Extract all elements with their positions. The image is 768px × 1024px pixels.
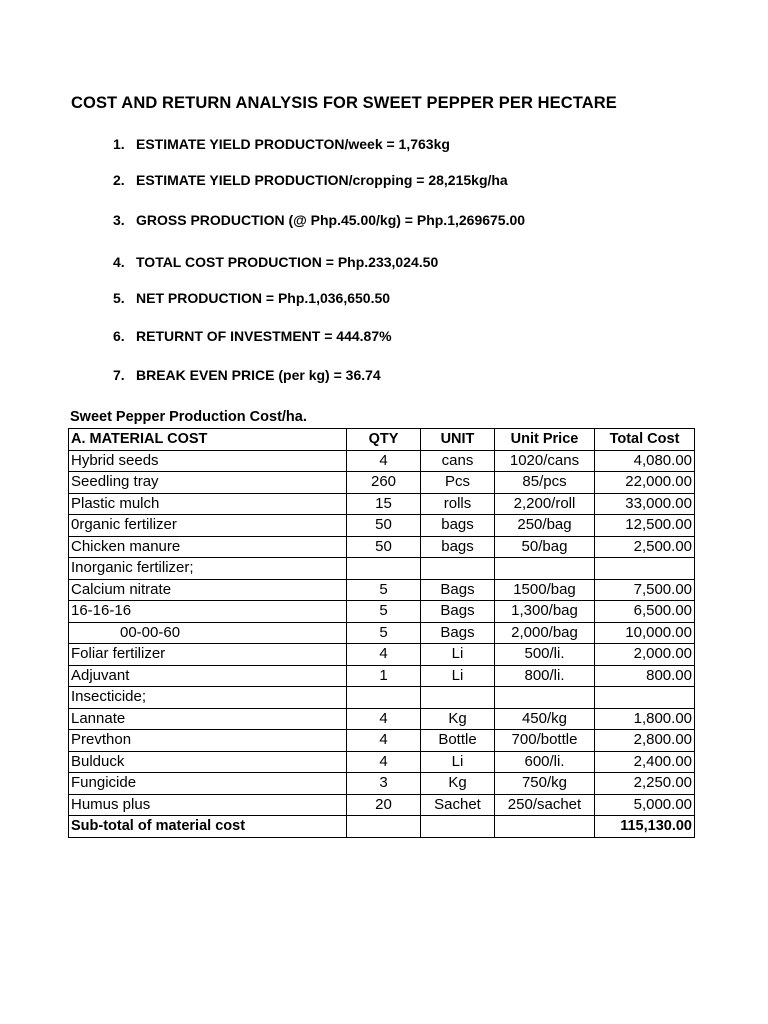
total-cost-cell: 5,000.00 bbox=[595, 794, 695, 816]
table-row bbox=[69, 730, 695, 752]
unit-cell: Li bbox=[421, 644, 495, 666]
unit-price-cell: 600/li. bbox=[495, 751, 595, 773]
total-cost-cell: 2,000.00 bbox=[595, 644, 695, 666]
unit-price-cell: 1,300/bag bbox=[495, 601, 595, 623]
unit-price-cell: 500/li. bbox=[495, 644, 595, 666]
total-cost-cell: 22,000.00 bbox=[595, 472, 695, 494]
category-cell: Insecticide; bbox=[69, 687, 347, 709]
qty-cell: 4 bbox=[347, 730, 421, 752]
summary-item bbox=[113, 328, 392, 344]
item-cell: Plastic mulch bbox=[69, 493, 347, 515]
item-cell: Chicken manure bbox=[69, 536, 347, 558]
item-cell: Adjuvant bbox=[69, 665, 347, 687]
item-cell: Seedling tray bbox=[69, 472, 347, 494]
unit-price-cell: 700/bottle bbox=[495, 730, 595, 752]
unit-price-cell: 85/pcs bbox=[495, 472, 595, 494]
item-cell: Prevthon bbox=[69, 730, 347, 752]
summary-item bbox=[113, 290, 390, 306]
table-header-row bbox=[69, 429, 695, 451]
unit-price-cell: 250/bag bbox=[495, 515, 595, 537]
item-text: NET PRODUCTION = Php.1,036,650.50 bbox=[136, 290, 391, 306]
unit-price-cell: 750/kg bbox=[495, 773, 595, 795]
subtotal-label: Sub-total of material cost bbox=[69, 816, 347, 838]
item-text: TOTAL COST PRODUCTION = Php.233,024.50 bbox=[136, 254, 439, 270]
item-number: 7. bbox=[113, 367, 125, 383]
item-number: 1. bbox=[113, 136, 125, 152]
summary-item bbox=[113, 212, 525, 228]
total-cost-cell: 800.00 bbox=[595, 665, 695, 687]
unit-cell: rolls bbox=[421, 493, 495, 515]
item-cell: Humus plus bbox=[69, 794, 347, 816]
unit-cell: Bags bbox=[421, 579, 495, 601]
qty-cell: 5 bbox=[347, 579, 421, 601]
qty-cell: 3 bbox=[347, 773, 421, 795]
column-header: Total Cost bbox=[595, 429, 695, 451]
item-cell: Hybrid seeds bbox=[69, 450, 347, 472]
column-header: QTY bbox=[347, 429, 421, 451]
table-row bbox=[69, 472, 695, 494]
summary-item bbox=[113, 367, 381, 383]
total-cost-cell bbox=[595, 687, 695, 709]
table-row bbox=[69, 450, 695, 472]
item-cell: Lannate bbox=[69, 708, 347, 730]
unit-cell: Sachet bbox=[421, 794, 495, 816]
total-cost-cell: 1,800.00 bbox=[595, 708, 695, 730]
item-text: BREAK EVEN PRICE (per kg) = 36.74 bbox=[136, 367, 381, 383]
column-header: UNIT bbox=[421, 429, 495, 451]
unit-cell: bags bbox=[421, 536, 495, 558]
item-cell: 16-16-16 bbox=[69, 601, 347, 623]
total-cost-cell: 4,080.00 bbox=[595, 450, 695, 472]
subtotal-row bbox=[69, 816, 695, 838]
table-row bbox=[69, 644, 695, 666]
unit-price-cell: 2,000/bag bbox=[495, 622, 595, 644]
total-cost-cell: 2,500.00 bbox=[595, 536, 695, 558]
total-cost-cell bbox=[595, 558, 695, 580]
item-cell: 00-00-60 bbox=[69, 622, 347, 644]
total-cost-cell: 10,000.00 bbox=[595, 622, 695, 644]
empty-cell bbox=[347, 816, 421, 838]
item-number: 2. bbox=[113, 172, 125, 188]
item-number: 3. bbox=[113, 212, 125, 228]
table-row bbox=[69, 751, 695, 773]
table-row bbox=[69, 515, 695, 537]
unit-cell bbox=[421, 687, 495, 709]
qty-cell: 5 bbox=[347, 622, 421, 644]
table-row bbox=[69, 579, 695, 601]
unit-cell: Bottle bbox=[421, 730, 495, 752]
item-cell: Calcium nitrate bbox=[69, 579, 347, 601]
total-cost-cell: 33,000.00 bbox=[595, 493, 695, 515]
material-cost-table bbox=[68, 428, 695, 838]
item-number: 5. bbox=[113, 290, 125, 306]
qty-cell: 4 bbox=[347, 708, 421, 730]
qty-cell: 4 bbox=[347, 644, 421, 666]
empty-cell bbox=[421, 816, 495, 838]
total-cost-cell: 2,800.00 bbox=[595, 730, 695, 752]
unit-cell bbox=[421, 558, 495, 580]
unit-cell: Pcs bbox=[421, 472, 495, 494]
item-cell: Bulduck bbox=[69, 751, 347, 773]
qty-cell bbox=[347, 687, 421, 709]
unit-price-cell bbox=[495, 687, 595, 709]
unit-cell: cans bbox=[421, 450, 495, 472]
qty-cell: 260 bbox=[347, 472, 421, 494]
total-cost-cell: 2,400.00 bbox=[595, 751, 695, 773]
qty-cell: 1 bbox=[347, 665, 421, 687]
qty-cell: 50 bbox=[347, 515, 421, 537]
unit-price-cell: 800/li. bbox=[495, 665, 595, 687]
unit-cell: Kg bbox=[421, 708, 495, 730]
unit-price-cell: 1500/bag bbox=[495, 579, 595, 601]
table-row bbox=[69, 493, 695, 515]
qty-cell: 4 bbox=[347, 450, 421, 472]
table-row bbox=[69, 536, 695, 558]
table-caption: Sweet Pepper Production Cost/ha. bbox=[70, 409, 307, 425]
column-header: A. MATERIAL COST bbox=[69, 429, 347, 451]
total-cost-cell: 2,250.00 bbox=[595, 773, 695, 795]
qty-cell: 50 bbox=[347, 536, 421, 558]
total-cost-cell: 7,500.00 bbox=[595, 579, 695, 601]
qty-cell: 20 bbox=[347, 794, 421, 816]
item-text: GROSS PRODUCTION (@ Php.45.00/kg) = Php.1,269675.00 bbox=[136, 212, 526, 228]
column-header: Unit Price bbox=[495, 429, 595, 451]
unit-price-cell bbox=[495, 558, 595, 580]
item-number: 6. bbox=[113, 328, 125, 344]
unit-price-cell: 450/kg bbox=[495, 708, 595, 730]
unit-cell: Li bbox=[421, 665, 495, 687]
qty-cell: 4 bbox=[347, 751, 421, 773]
table-row bbox=[69, 601, 695, 623]
item-text: ESTIMATE YIELD PRODUCTION/cropping = 28,215kg/ha bbox=[136, 172, 508, 188]
qty-cell: 15 bbox=[347, 493, 421, 515]
table-row bbox=[69, 665, 695, 687]
summary-item bbox=[113, 136, 450, 152]
unit-price-cell: 2,200/roll bbox=[495, 493, 595, 515]
unit-cell: bags bbox=[421, 515, 495, 537]
table-row bbox=[69, 794, 695, 816]
table-row bbox=[69, 708, 695, 730]
subtotal-value: 115,130.00 bbox=[595, 816, 695, 838]
table-row bbox=[69, 558, 695, 580]
table-row bbox=[69, 773, 695, 795]
item-number: 4. bbox=[113, 254, 125, 270]
unit-cell: Bags bbox=[421, 622, 495, 644]
category-cell: Inorganic fertilizer; bbox=[69, 558, 347, 580]
item-text: RETURNT OF INVESTMENT = 444.87% bbox=[136, 328, 392, 344]
unit-cell: Li bbox=[421, 751, 495, 773]
unit-price-cell: 50/bag bbox=[495, 536, 595, 558]
item-text: ESTIMATE YIELD PRODUCTON/week = 1,763kg bbox=[136, 136, 450, 152]
unit-price-cell: 250/sachet bbox=[495, 794, 595, 816]
total-cost-cell: 12,500.00 bbox=[595, 515, 695, 537]
item-cell: 0rganic fertilizer bbox=[69, 515, 347, 537]
total-cost-cell: 6,500.00 bbox=[595, 601, 695, 623]
qty-cell: 5 bbox=[347, 601, 421, 623]
empty-cell bbox=[495, 816, 595, 838]
page-title: COST AND RETURN ANALYSIS FOR SWEET PEPPER PER HECTARE bbox=[71, 94, 617, 112]
table-row bbox=[69, 622, 695, 644]
table-row bbox=[69, 687, 695, 709]
item-cell: Fungicide bbox=[69, 773, 347, 795]
unit-cell: Kg bbox=[421, 773, 495, 795]
summary-item bbox=[113, 254, 438, 270]
item-cell: Foliar fertilizer bbox=[69, 644, 347, 666]
summary-item bbox=[113, 172, 508, 188]
unit-price-cell: 1020/cans bbox=[495, 450, 595, 472]
qty-cell bbox=[347, 558, 421, 580]
unit-cell: Bags bbox=[421, 601, 495, 623]
